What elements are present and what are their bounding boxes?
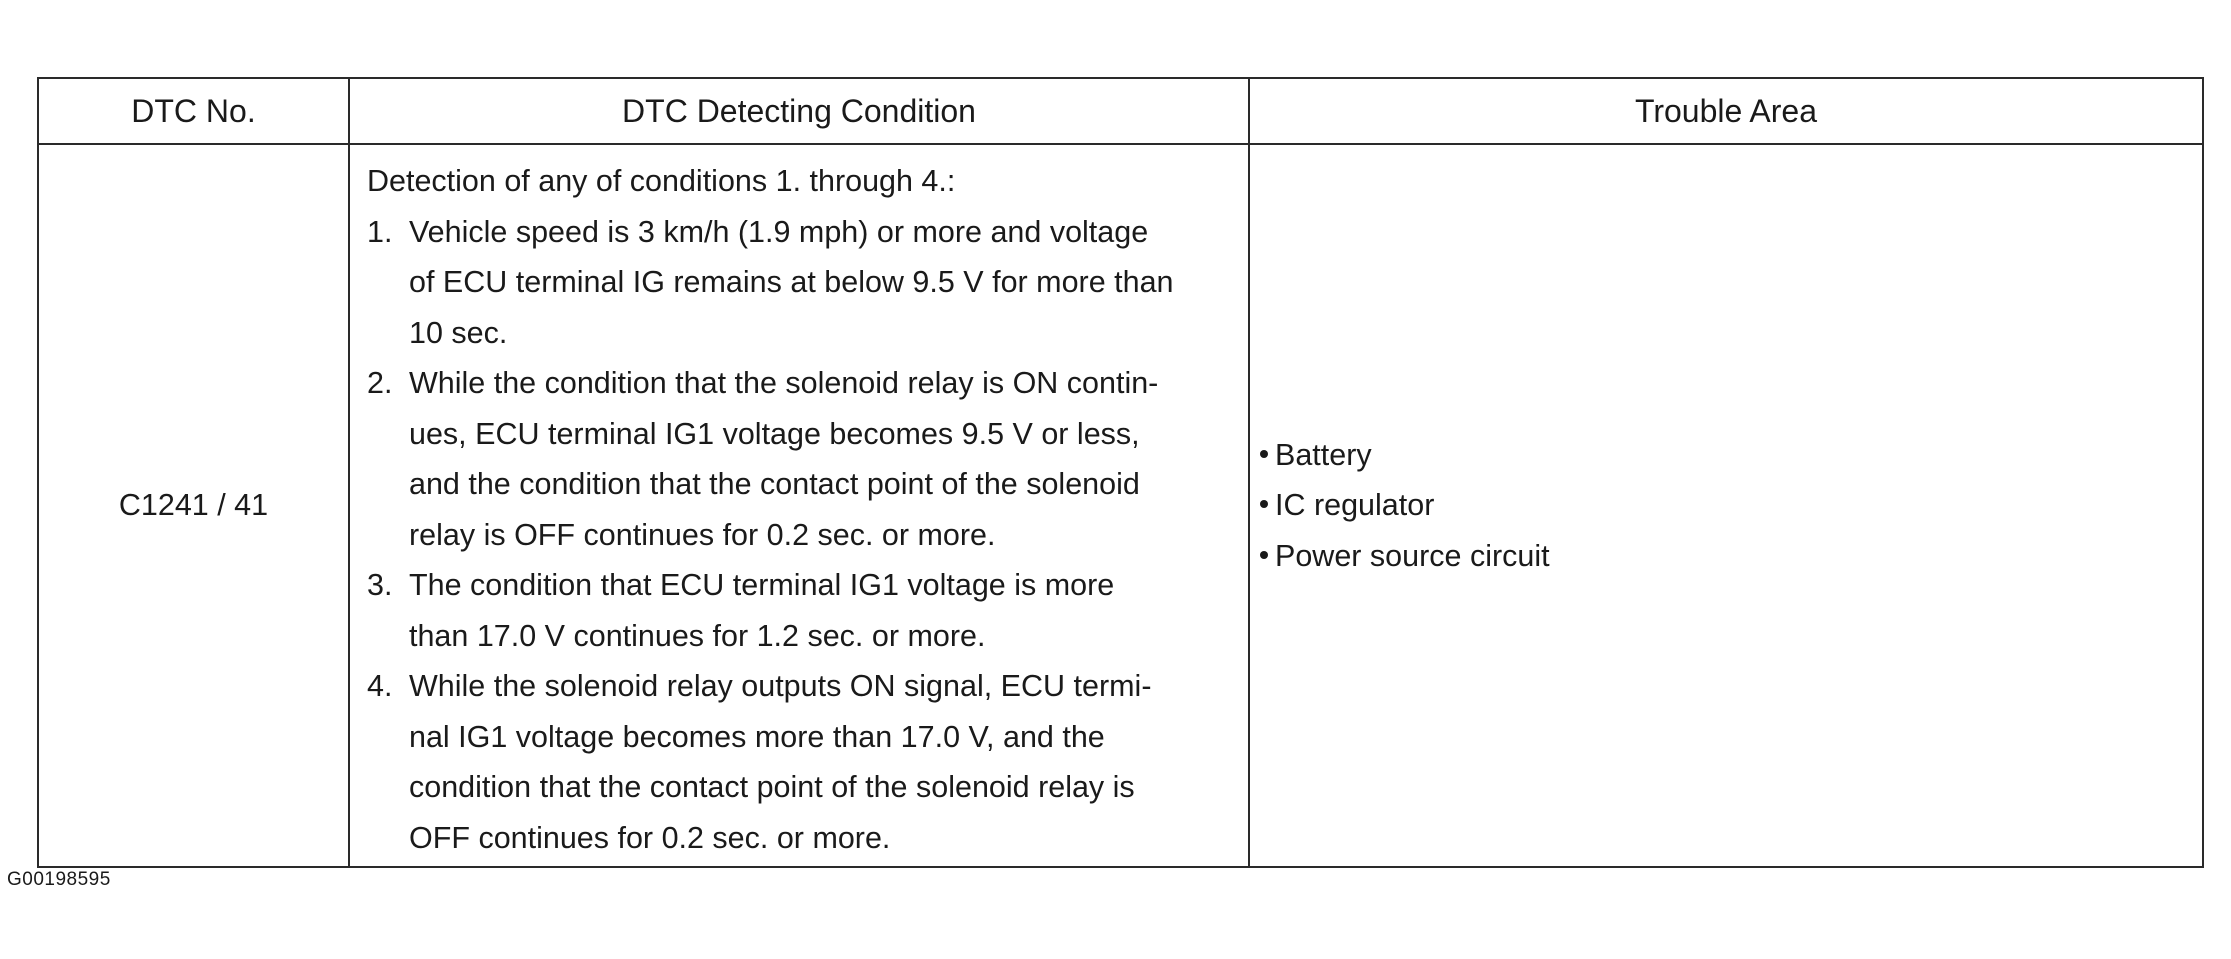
condition-item [367, 560, 1234, 661]
list-item [1260, 531, 2202, 582]
trouble-area-cell [1249, 144, 2203, 867]
condition-item [367, 661, 1234, 863]
trouble-area-text: IC regulator [1275, 488, 1435, 523]
condition-item [367, 207, 1234, 359]
dtc-table [37, 77, 2204, 868]
header-detecting-condition: DTC Detecting Condition [349, 78, 1249, 144]
table-header-row [38, 78, 2203, 144]
table-row [38, 144, 2203, 867]
condition-number: 4. [367, 669, 393, 703]
condition-list [367, 207, 1234, 864]
condition-text [409, 207, 1234, 359]
condition-line: than 17.0 V continues for 1.2 sec. or more. [409, 618, 986, 653]
condition-line: of ECU terminal IG remains at below 9.5 V for more than [409, 265, 1174, 299]
condition-line: and the condition that the contact point of the solenoid [409, 467, 1140, 501]
list-item [1260, 430, 2202, 481]
condition-line: OFF continues for 0.2 sec. or more. [409, 820, 891, 855]
condition-line: condition that the contact point of the solenoid relay is [409, 770, 1135, 804]
condition-line: While the condition that the solenoid relay is ON contin- [409, 366, 1159, 400]
condition-number: 1. [367, 214, 393, 249]
header-dtc-no: DTC No. [38, 78, 349, 144]
bullet-icon [1260, 500, 1268, 508]
condition-text [409, 358, 1234, 560]
condition-text [409, 560, 1234, 661]
condition-line: While the solenoid relay outputs ON signal, ECU termi- [409, 669, 1152, 703]
header-trouble-area: Trouble Area [1249, 78, 2203, 144]
bullet-icon [1260, 450, 1268, 458]
condition-line: The condition that ECU terminal IG1 voltage is more [409, 568, 1115, 602]
condition-line: relay is OFF continues for 0.2 sec. or more. [409, 517, 996, 552]
condition-line: 10 sec. [409, 315, 508, 350]
dtc-code-cell: C1241 / 41 [38, 144, 349, 867]
condition-number: 2. [367, 366, 393, 400]
trouble-area-text: Power source circuit [1275, 538, 1550, 573]
condition-item [367, 358, 1234, 560]
condition-line: nal IG1 voltage becomes more than 17.0 V, and the [409, 719, 1105, 754]
condition-line: Vehicle speed is 3 km/h (1.9 mph) or more and voltage [409, 214, 1149, 249]
detecting-condition-cell [349, 144, 1249, 867]
condition-intro: Detection of any of conditions 1. through 4.: [367, 164, 956, 198]
list-item [1260, 480, 2202, 531]
trouble-area-list [1260, 430, 2202, 582]
figure-code: G00198595 [7, 869, 111, 890]
trouble-area-text: Battery [1275, 437, 1372, 472]
condition-line: ues, ECU terminal IG1 voltage becomes 9.5 V or less, [409, 416, 1140, 451]
condition-text [409, 661, 1234, 863]
condition-number: 3. [367, 568, 393, 602]
bullet-icon [1260, 551, 1268, 559]
